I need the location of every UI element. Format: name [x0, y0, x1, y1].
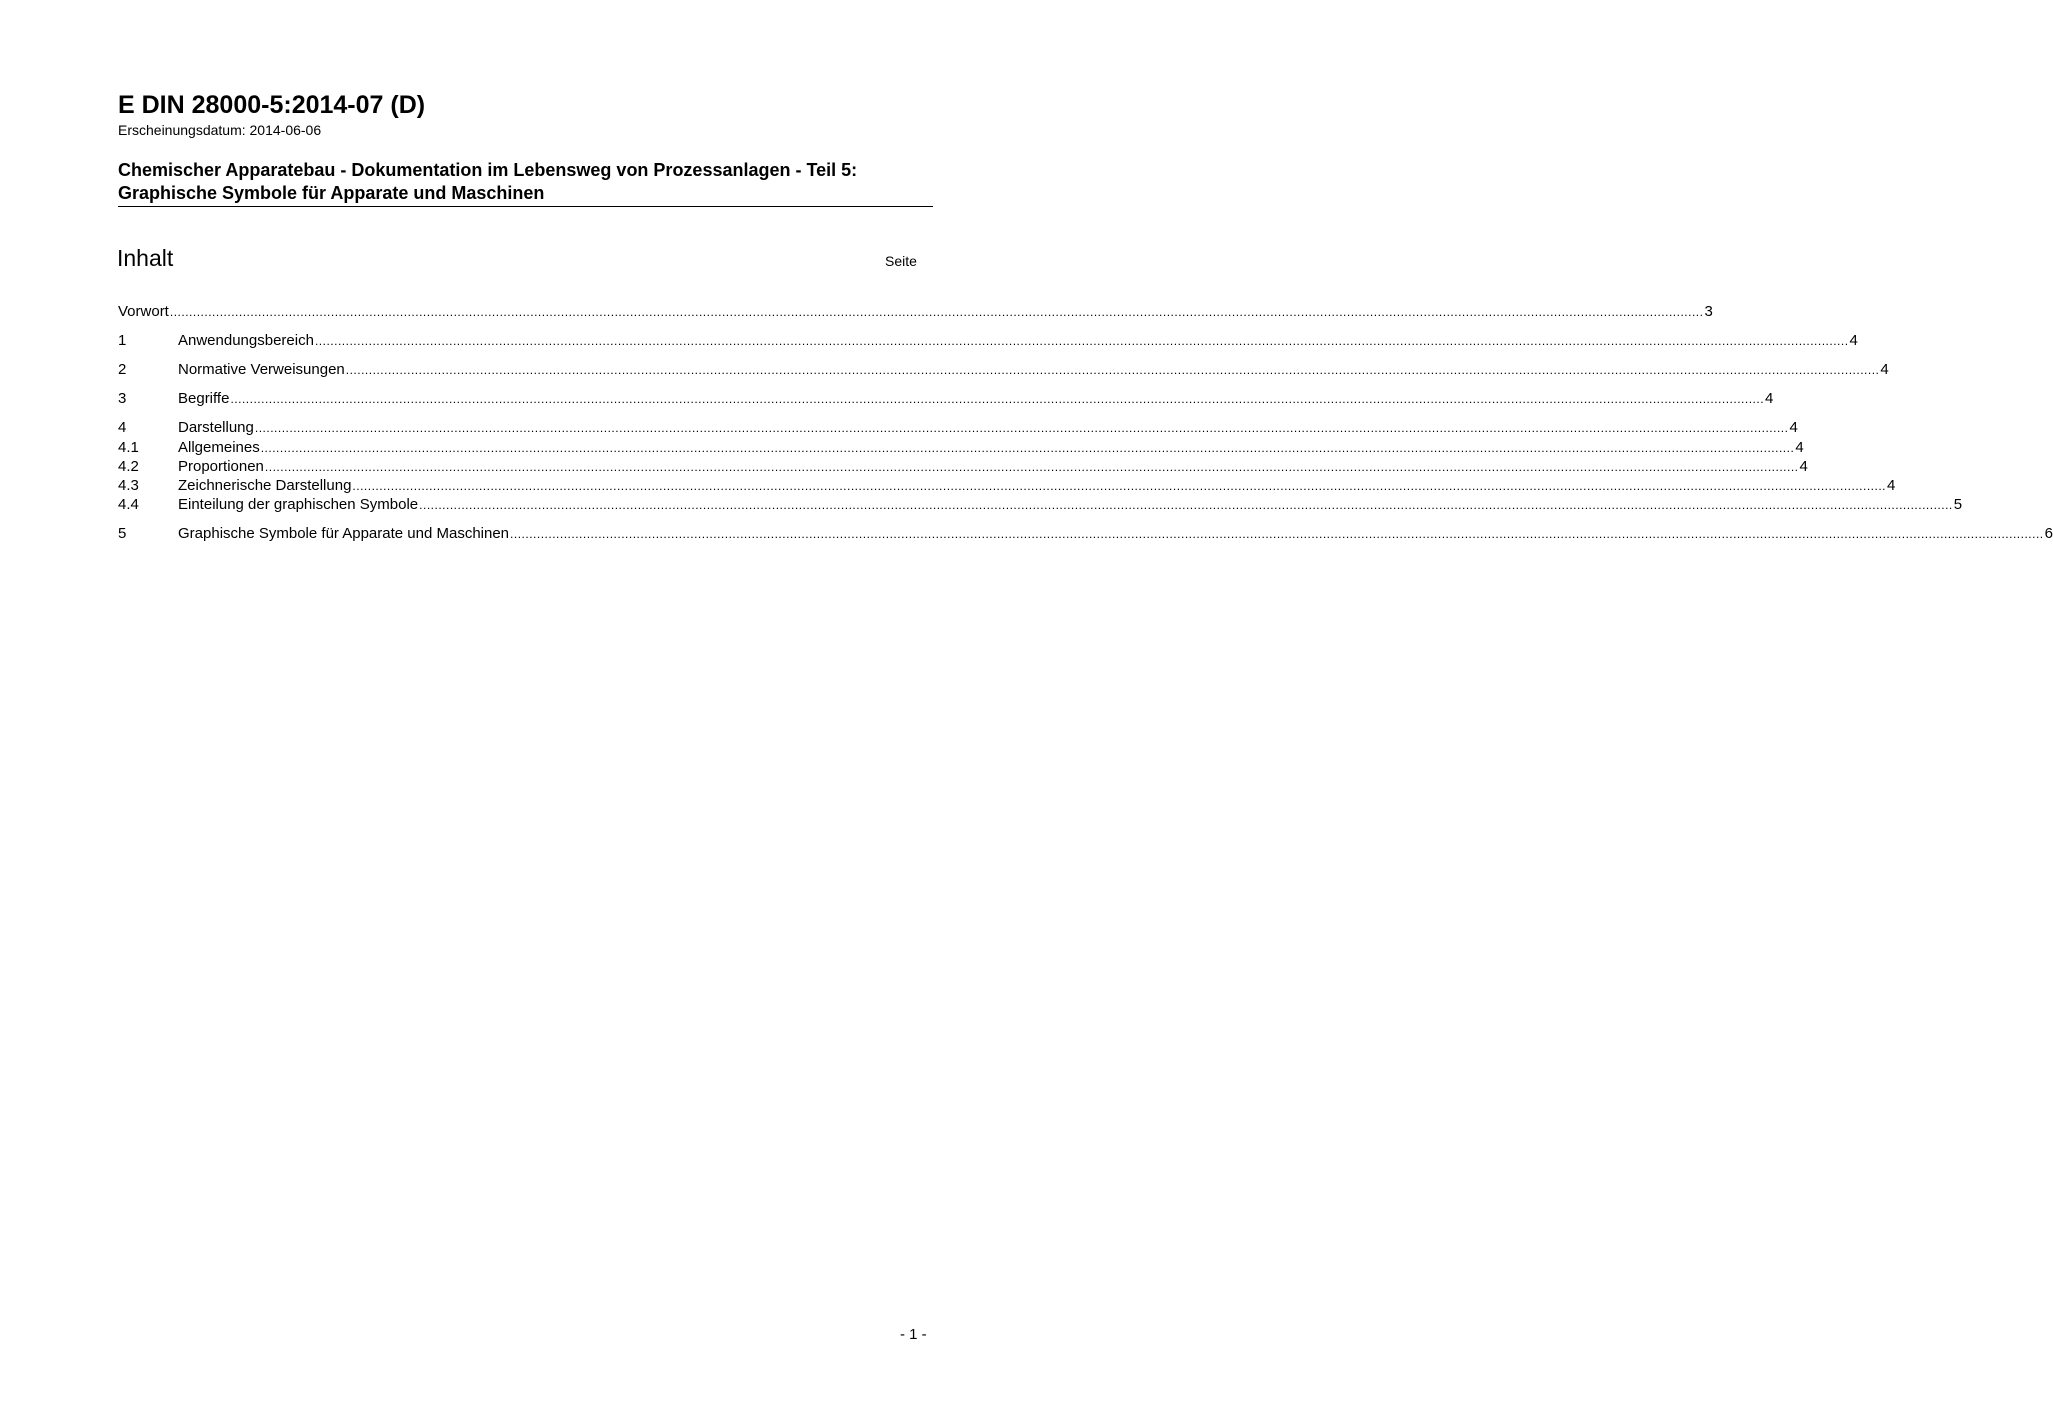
toc-entry-number: 4: [118, 419, 127, 436]
toc-entry-number: 4.2: [118, 458, 139, 475]
toc-entry[interactable]: [118, 302, 1713, 321]
dot-leader: ................................................................................................................................................................................................................................................................................................................................................................................................................: [260, 441, 1795, 455]
toc-entry-number: 5: [118, 525, 127, 542]
toc-entry-page: 4: [1789, 419, 1798, 436]
dot-leader: ................................................................................................................................................................................................................................................................................................................................................................................................................: [352, 479, 1887, 493]
toc-page-column-label: Seite: [885, 253, 917, 269]
toc-entry-number: 2: [118, 361, 127, 378]
dot-leader: ................................................................................................................................................................................................................................................................................................................................................................................................................: [510, 527, 2044, 541]
toc-entry[interactable]: [118, 476, 1896, 495]
dot-leader: ................................................................................................................................................................................................................................................................................................................................................................................................................: [230, 392, 1765, 406]
toc-entry-page: 4: [1849, 332, 1858, 349]
toc-entry-label: Darstellung: [178, 419, 254, 436]
document-title: Chemischer Apparatebau - Dokumentation im Lebensweg von Prozessanlagen - Teil 5: Graphische Symbole für Apparate und Maschinen: [118, 160, 858, 203]
toc-entry[interactable]: [118, 331, 1858, 350]
toc-entry-number: 3: [118, 390, 127, 407]
toc-entry-page: 4: [1795, 439, 1804, 456]
toc-entry-page: 5: [1953, 496, 1963, 513]
toc-entry[interactable]: [118, 389, 1774, 408]
toc-entry-number: 4.1: [118, 439, 139, 456]
toc-entry[interactable]: [118, 495, 1963, 514]
toc-entry-label: Vorwort: [118, 303, 169, 320]
toc-entry-label: Anwendungsbereich: [178, 332, 314, 349]
dot-leader: ................................................................................................................................................................................................................................................................................................................................................................................................................: [254, 421, 1789, 435]
toc-entry-number: 4.4: [118, 496, 139, 513]
toc-entry-page: 4: [1887, 477, 1896, 494]
toc-entry-number: 4.3: [118, 477, 139, 494]
dot-leader: ................................................................................................................................................................................................................................................................................................................................................................................................................: [264, 460, 1799, 474]
toc-entry-page: 4: [1799, 458, 1808, 475]
page-number: - 1 -: [900, 1326, 927, 1343]
toc-entry-page: 6: [2044, 525, 2053, 542]
document-identifier: E DIN 28000-5:2014-07 (D): [118, 91, 426, 119]
toc-entry[interactable]: [118, 360, 1889, 379]
toc-heading: Inhalt: [117, 245, 174, 271]
publication-date: Erscheinungsdatum: 2014-06-06: [118, 122, 322, 138]
toc-entry-page: 4: [1765, 390, 1774, 407]
dot-leader: ................................................................................................................................................................................................................................................................................................................................................................................................................: [345, 363, 1880, 377]
toc-entry-page: 3: [1704, 303, 1713, 320]
dot-leader: ................................................................................................................................................................................................................................................................................................................................................................................................................: [419, 498, 1953, 512]
toc-entry-page: 4: [1880, 361, 1889, 378]
toc-entry-label: Einteilung der graphischen Symbole: [178, 496, 419, 513]
toc-entry-label: Normative Verweisungen: [178, 361, 345, 378]
title-divider: [118, 206, 933, 207]
toc-entry-label: Proportionen: [178, 458, 264, 475]
dot-leader: ................................................................................................................................................................................................................................................................................................................................................................................................................: [314, 334, 1849, 348]
toc-entry[interactable]: [118, 418, 1798, 437]
dot-leader: ................................................................................................................................................................................................................................................................................................................................................................................................................: [169, 305, 1704, 319]
toc-entry[interactable]: [118, 457, 1808, 476]
toc-entry-label: Allgemeines: [178, 439, 260, 456]
toc-entry-label: Graphische Symbole für Apparate und Maschinen: [178, 525, 510, 542]
toc-entry-label: Zeichnerische Darstellung: [178, 477, 352, 494]
toc-entry-number: 1: [118, 332, 127, 349]
toc-entry[interactable]: [118, 438, 1804, 457]
toc-entry[interactable]: [118, 524, 2053, 543]
toc-entry-label: Begriffe: [178, 390, 230, 407]
